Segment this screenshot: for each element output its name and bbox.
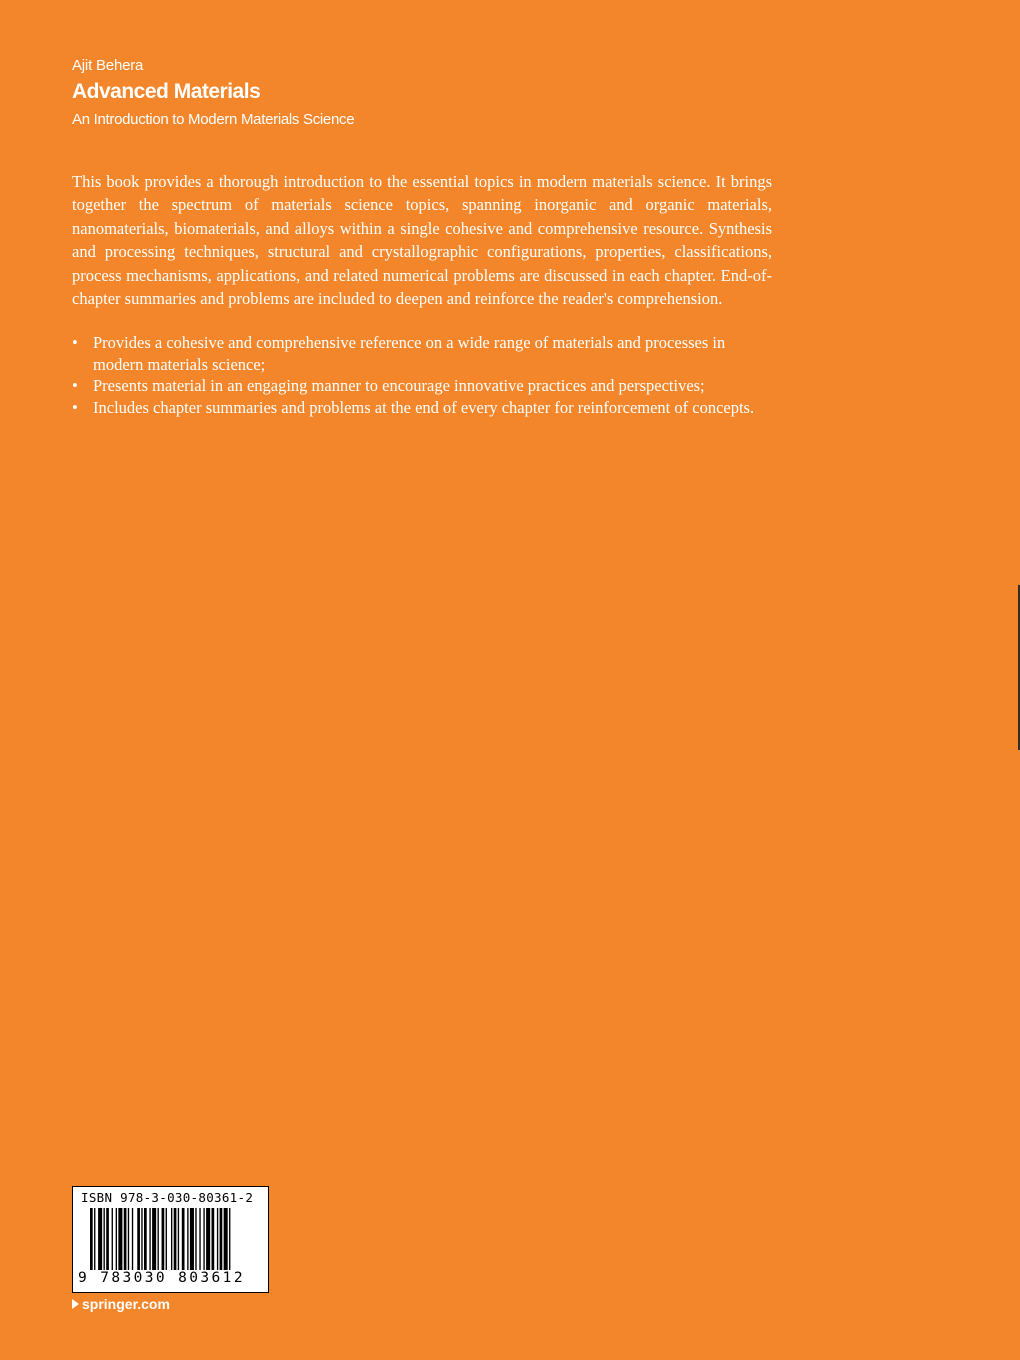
barcode-bar xyxy=(187,1208,188,1270)
book-description: This book provides a thorough introduction to the essential topics in modern materials science. It brings together the spectrum of materials science topics, spanning inorganic and organic materials, nanomaterials, biomaterials, and alloys within a single cohesive and comprehensive resource. Synthesis and processing techniques, structural and crystallographic configurations, properties, classifications, process mechanisms, applications, and related numerical problems are discussed in each chapter. End-of-chapter summaries and problems are included to deepen and reinforce the reader's comprehension. xyxy=(72,172,772,309)
barcode-bar xyxy=(144,1208,147,1270)
barcode-bar xyxy=(212,1208,215,1270)
barcode-bar xyxy=(206,1208,210,1270)
book-subtitle: An Introduction to Modern Materials Science xyxy=(72,111,355,128)
bullet-icon: • xyxy=(72,397,78,417)
barcode-bar xyxy=(112,1208,113,1270)
barcode-bar xyxy=(104,1208,105,1270)
barcode-bar xyxy=(199,1208,200,1270)
barcode-bar xyxy=(217,1208,218,1270)
feature-text: Includes chapter summaries and problems at the end of every chapter for reinforcement of concepts. xyxy=(93,397,755,417)
barcode-bar xyxy=(106,1208,109,1270)
barcode-bar xyxy=(149,1208,150,1270)
barcode-bar xyxy=(137,1208,140,1270)
barcode-bar xyxy=(132,1208,133,1270)
triangle-right-icon xyxy=(72,1299,79,1309)
publisher-link-label: springer.com xyxy=(82,1296,170,1312)
barcode-bar xyxy=(190,1208,194,1270)
feature-text: Provides a cohesive and comprehensive reference on a wide range of materials and processes in modern materials science; xyxy=(93,333,726,374)
barcode-bar xyxy=(166,1208,167,1270)
feature-list xyxy=(72,332,772,418)
barcode-bar xyxy=(124,1208,127,1270)
author-name: Ajit Behera xyxy=(72,57,144,74)
bullet-icon: • xyxy=(72,333,78,352)
feature-text: Presents material in an engaging manner to encourage innovative practices and perspectives; xyxy=(93,376,705,395)
publisher-link[interactable] xyxy=(72,1296,170,1312)
barcode-bar xyxy=(98,1208,102,1270)
isbn-barcode xyxy=(72,1186,269,1293)
barcode-digits: 9 783030 803612 xyxy=(78,1270,245,1286)
barcode-bar xyxy=(178,1208,179,1270)
bullet-icon: • xyxy=(72,376,78,395)
barcode-bar xyxy=(118,1208,122,1270)
book-title: Advanced Materials xyxy=(72,80,261,103)
barcode-bar xyxy=(203,1208,204,1270)
barcode-bar xyxy=(195,1208,196,1270)
barcode-bar xyxy=(171,1208,172,1270)
isbn-label: ISBN 978-3-030-80361-2 xyxy=(81,1190,254,1205)
barcode-bar xyxy=(158,1208,159,1270)
feature-item xyxy=(72,375,772,397)
feature-item xyxy=(72,332,772,375)
barcode-bar xyxy=(141,1208,142,1270)
barcode-bar xyxy=(128,1208,129,1270)
barcode-bar xyxy=(220,1208,223,1270)
barcode-bar xyxy=(152,1208,156,1270)
barcode-bar xyxy=(174,1208,177,1270)
barcode-bar xyxy=(224,1208,228,1270)
barcode-bar xyxy=(182,1208,185,1270)
barcode-bar xyxy=(116,1208,117,1270)
feature-item xyxy=(72,397,772,419)
